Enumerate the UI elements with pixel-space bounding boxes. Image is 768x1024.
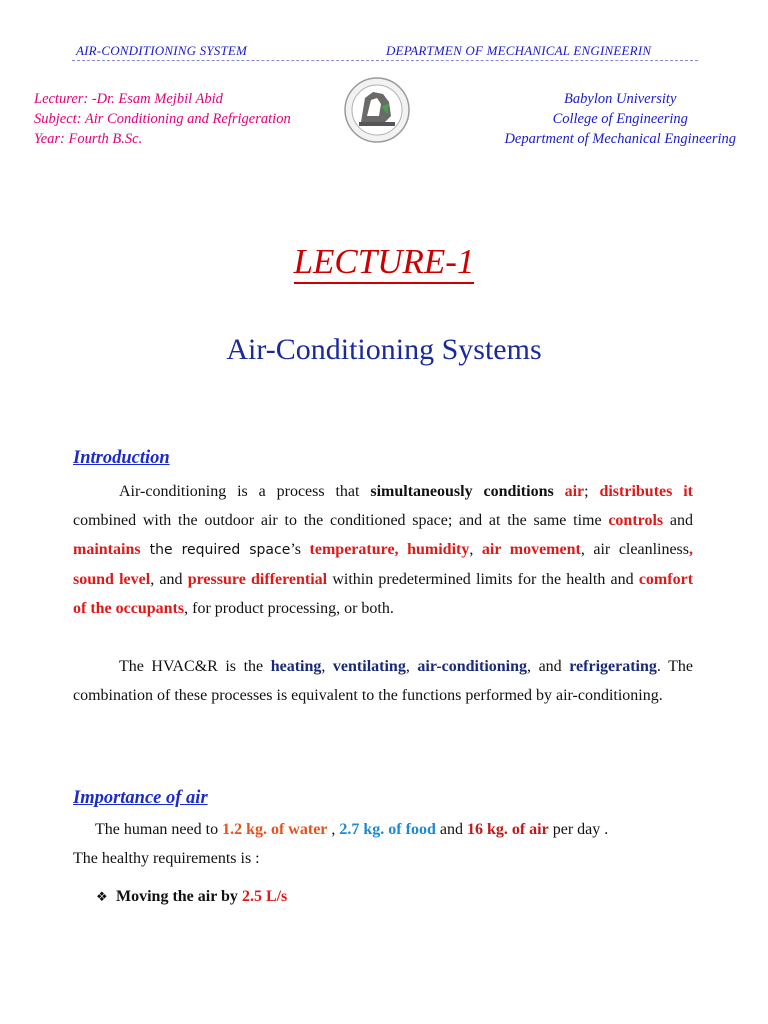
importance-line-2: The healthy requirements is : bbox=[73, 850, 260, 867]
document-subtitle: Air-Conditioning Systems bbox=[226, 333, 542, 366]
bullet-value: 2.5 L/s bbox=[241, 888, 288, 905]
course-info bbox=[34, 89, 291, 149]
header-right-title: DEPARTMEN OF MECHANICAL ENGINEERIN bbox=[386, 43, 652, 58]
lecturer-line: Lecturer: -Dr. Esam Mejbil Abid bbox=[34, 91, 223, 107]
university-line: Babylon University bbox=[564, 91, 677, 107]
university-logo bbox=[343, 76, 411, 144]
subject-line: Subject: Air Conditioning and Refrigeration bbox=[34, 111, 291, 127]
introduction-heading: Introduction bbox=[73, 448, 170, 468]
importance-heading: Importance of air bbox=[73, 788, 208, 808]
college-line: College of Engineering bbox=[552, 111, 688, 127]
introduction-paragraph-1: Air-conditioning is a process that simultaneously conditions air; distributes it combined with the outdoor air to the conditioned space; and at the same time controls and maintains the required space’s temperature, humidity, air movement, air cleanliness, sound level, and pressure differential within predetermined limits for the health and comfort of the occupants, for product processing, or both. bbox=[73, 483, 694, 617]
bullet-text: Moving the air by bbox=[116, 888, 242, 905]
introduction-paragraph-2: The HVAC&R is the heating, ventilating, air-conditioning, and refrigerating. The combination of these processes is equivalent to the functions performed by air-conditioning. bbox=[73, 658, 694, 704]
importance-line-1: The human need to 1.2 kg. of water , 2.7 kg. of food and 16 kg. of air per day . bbox=[95, 821, 609, 838]
bullet-item bbox=[96, 888, 287, 906]
header-divider bbox=[72, 60, 698, 61]
year-line: Year: Fourth B.Sc. bbox=[34, 131, 143, 147]
lecture-title: LECTURE-1 bbox=[0, 242, 768, 282]
header-left-title: AIR-CONDITIONING SYSTEM bbox=[76, 43, 248, 58]
department-line: Department of Mechanical Engineering bbox=[504, 131, 736, 147]
institution-info bbox=[504, 89, 736, 149]
diamond-bullet-icon: ❖ bbox=[96, 889, 108, 904]
